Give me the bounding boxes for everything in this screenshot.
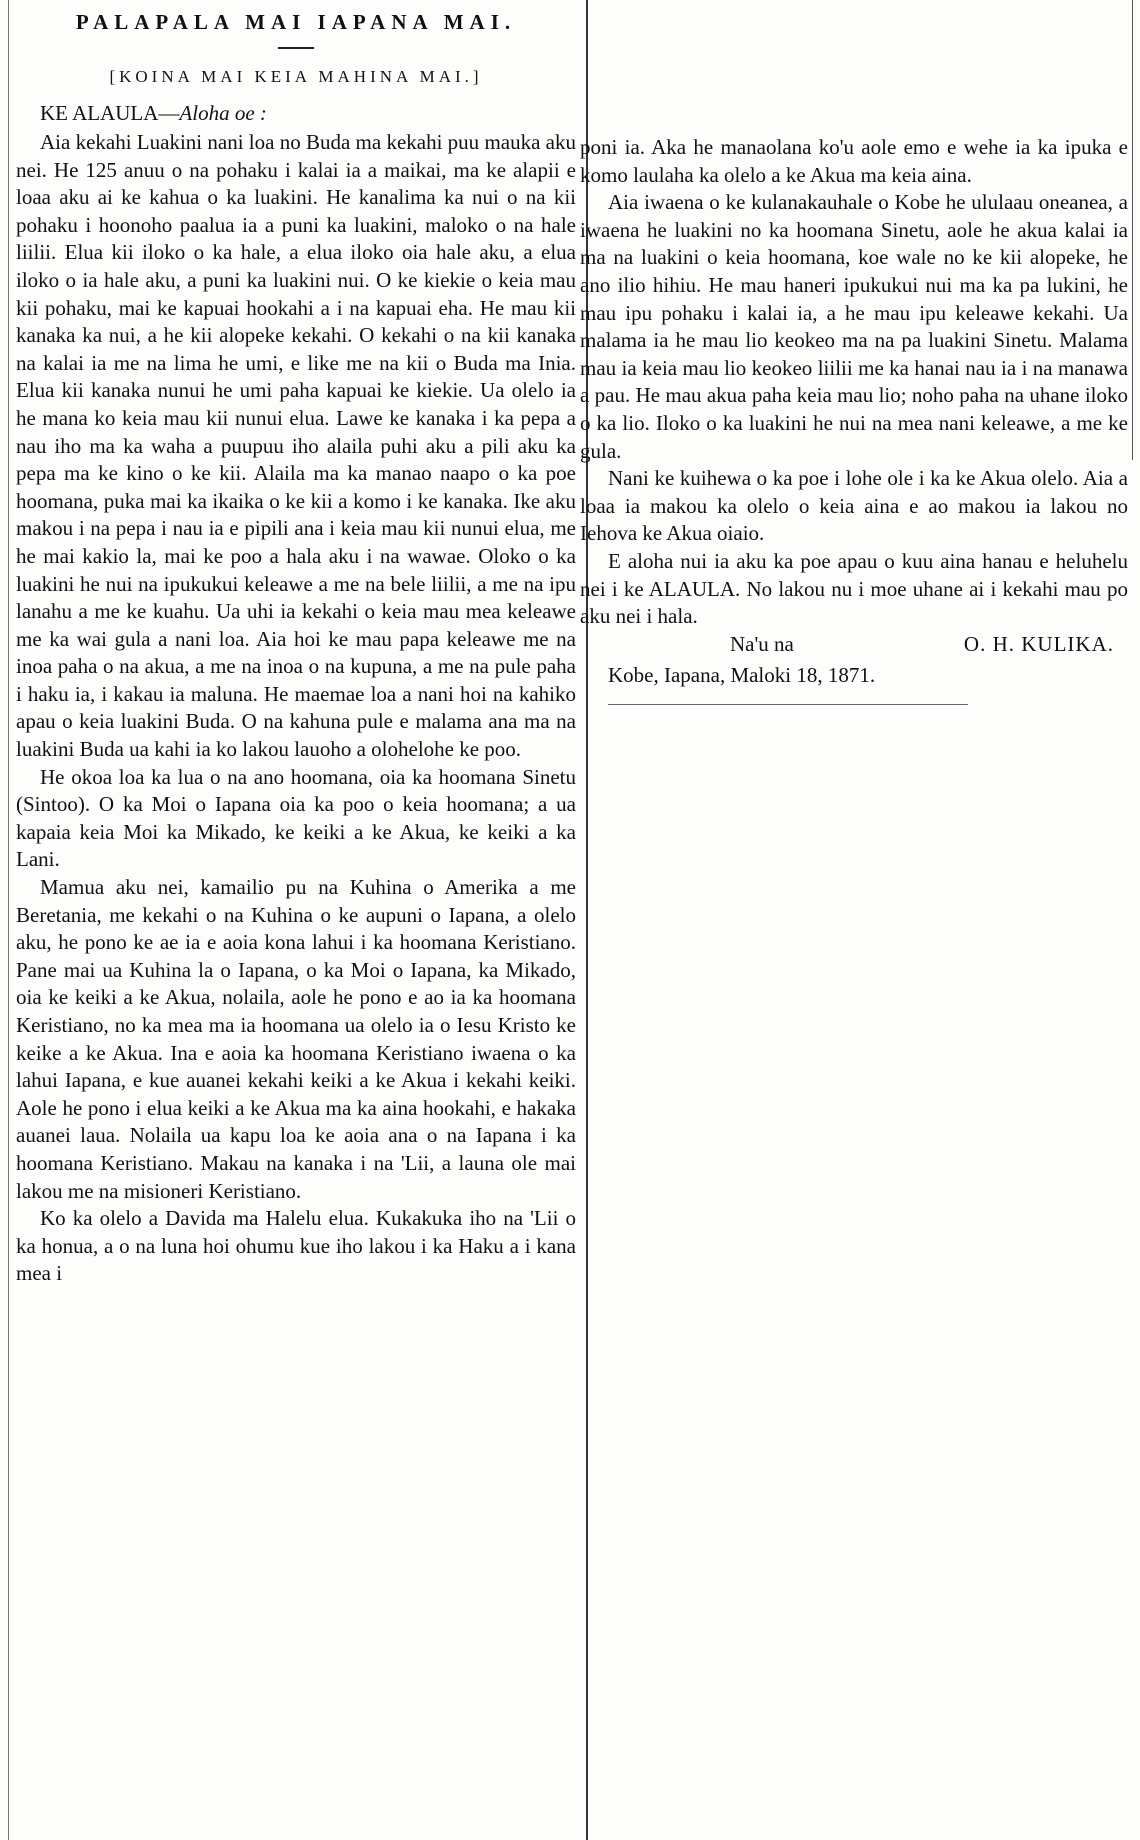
left-column-rule (8, 0, 9, 1840)
signature-name: O. H. KULIKA. (963, 631, 1114, 656)
paragraph: Mamua aku nei, kamailio pu na Kuhina o Amerika a me Beretania, me kekahi o na Kuhina o ke aupuni o Iapana, a olelo aku, he pono ke ae ia e aoia kona lahui i ka hoomana Keristiano. Pane mai ua Kuhina la o Iapana, o ka Moi o Iapana, ka Mikado, oia ke keiki a ke Akua, nolaila, aole he pono e ao ia ka hoomana Keristiano, no ka mea ma ia hoomana ua olelo ia o Iesu Kristo ke keike a ke Akua. Ina e aoia ka hoomana Keristiano iwaena o ka lahui Iapana, e kue auanei kekahi keiki a ke Akua i kekahi keiki. Aole he pono i elua keiki a ke Akua ma ka aina hookahi, e hakaka auanei laua. Nolaila ua kapu loa ke aoia ana o na Iapana i ka hoomana Keristiano. Makau na kanaka i na 'Lii, a launa ole mai lakou me na misioneri Keristiano. (16, 875, 576, 1203)
left-column (16, 0, 576, 1288)
salutation-greeting: Aloha oe : (179, 101, 267, 125)
dateline: Kobe, Iapana, Maloki 18, 1871. (608, 663, 876, 688)
salutation-prefix: KE ALAULA— (40, 101, 180, 125)
right-column-rule (1132, 0, 1133, 460)
paragraph: Nani ke kuihewa o ka poe i lohe ole i ka ke Akua olelo. Aia a loaa ia makou ka olelo o keia aina e ao makou ia lakou no Iehova ke Akua oiaio. (580, 466, 1128, 546)
salutation (40, 99, 576, 127)
paragraph: poni ia. Aka he manaolana ko'u aole emo e wehe ia ka ipuka e komo laulaha ka olelo a ke Akua ma keia aina. (580, 135, 1128, 187)
end-rule (608, 704, 968, 705)
right-body (580, 134, 1128, 631)
left-body (16, 129, 576, 1288)
article-headline: PALAPALA MAI IAPANA MAI. (75, 10, 517, 34)
paragraph: Aia kekahi Luakini nani loa no Buda ma kekahi puu mauka aku nei. He 125 anuu o na pohaku i kalai ia a maikai, ma ke alapii e loaa aku ai ke kahua o ka luakini. He kanalima ka nui o na kii pohaku i hoonoho paalua ia a puni ka luakini, maloko o na hale liilii. Elua kii iloko o ka hale, a elua iloko oia hale aku, a elua iloko o ia hale aku, a puni ka luakini nui. O ke kiekie o keia mau kii pohaku, mai ke kapuai hookahi a i na kapuai eha. He mau kii kanaka ka nui, a he kii alopeke kekahi. O kekahi o na kii kanaka na kalai ia me na lima he umi, e like me na kii o Buda ma Inia. Elua kii kanaka nunui he umi paha kapuai ke kiekie. Ua olelo ia he mana ko keia mau kii nunui elua. Lawe ke kanaka i ka pepa a nau iho ma ka waha a puupuu iho alaila puhi aku a pili aku ka pepa ma ke kino o ke kii. Alaila ma ka manao naapo o ka poe hoomana, puka mai ka ikaika o ke kii a komo i ke kanaka. Ike aku makou i na pepa i nau ia e pipili ana i keia mau kii nunui elua, me he mai kakio la, mai ke poo a hala aku i na wawae. Oloko o ka luakini he nui na ipukukui keleawe a me na bele liilii, a me na ipu lanahu a me ke kuahu. Ua uhi ia kekahi o keia mau mea keleawe me ka wai gula a nani loa. Aia hoi ke mau papa keleawe me na inoa paha o na akua, a me na inoa o na kupuna, a me na pule paha i haku ia, i kakau ia maluna. He maemae loa a nani hoi na kahiko apau o keia luakini Buda. O na kahuna pule e malama ana ma na luakini Buda ua kahi ia ko lakou lauoho a olohelohe ke poo. (16, 130, 576, 762)
article-subhead: [KOINA MAI KEIA MAHINA MAI.] (109, 67, 483, 86)
signature-prefix: Na'u na (730, 631, 794, 656)
headline-rule (278, 47, 314, 49)
signature-line (580, 631, 1128, 659)
paragraph: Aia iwaena o ke kulanakauhale o Kobe he ululaau oneanea, a iwaena he luakini no ka hoomana Sinetu, aole he akua kalai ia ma na luakini o keia hoomana, koe wale no ke kii alopeke, he ano ilio hihiu. He mau haneri ipukukui nui ma ka pa lukini, he mau ipu pohaku i kalai ia, a he mau ipu keleawe kekahi. Ua malama ia he mau lio keokeo ma na pa luakini Sinetu. Malama mau ia keia mau lio keokeo liilii me ka hanai nau ia i na manawa a pau. He mau akua paha keia mau lio; noho paha na uhane iloko o ka lio. Iloko o ka luakini he nui na mea nani keleawe, a me ke gula. (580, 190, 1128, 463)
paragraph: He okoa loa ka lua o na ano hoomana, oia ka hoomana Sinetu (Sintoo). O ka Moi o Iapana oia ka poo o keia hoomana; a ua kapaia keia Moi ka Mikado, ke keiki a ke Akua, ke keiki a ka Lani. (16, 764, 576, 872)
right-column (580, 132, 1128, 705)
paragraph: Ko ka olelo a Davida ma Halelu elua. Kukakuka iho na 'Lii o ka honua, a o na luna hoi ohumu kue iho lakou i ka Haku a i kana mea i (16, 1206, 576, 1286)
paragraph: E aloha nui ia aku ka poe apau o kuu aina hanau e heluhelu nei i ke ALAULA. No lakou nu i moe uhane ai i kekahi mau po aku nei i hala. (580, 548, 1128, 629)
